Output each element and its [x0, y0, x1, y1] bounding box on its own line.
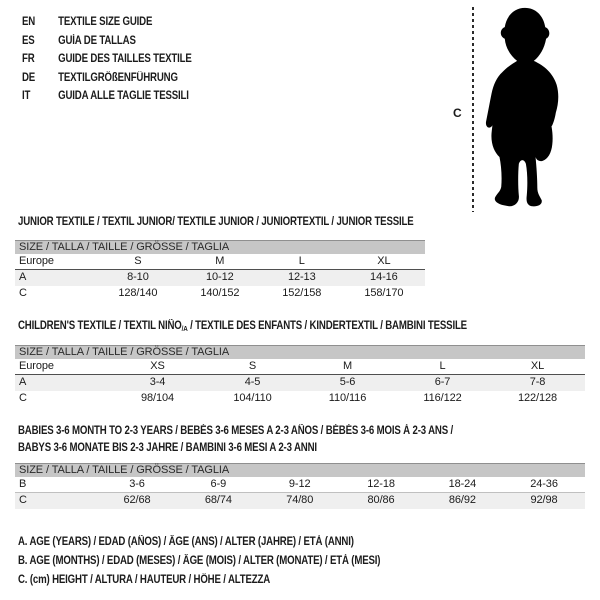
baby-silhouette-icon — [481, 6, 569, 208]
size-header-row — [15, 241, 425, 254]
size-cell: S — [97, 254, 179, 270]
lang-row-de — [22, 69, 192, 88]
size-cell: 14-16 — [343, 270, 425, 286]
size-header-row — [15, 346, 585, 359]
height-measure-label: C — [453, 106, 462, 120]
size-header-bar: SIZE / TALLA / TAILLE / GRÖSSE / TAGLIA — [15, 346, 585, 359]
children-size-table — [15, 345, 585, 407]
size-cell: 62/68 — [96, 493, 177, 509]
lang-row-en — [22, 13, 192, 32]
size-cell: Europe — [15, 359, 110, 375]
babies-size-table — [15, 463, 585, 509]
size-cell: 12-18 — [340, 477, 421, 493]
size-cell: 128/140 — [118, 287, 158, 299]
size-cell: 92/98 — [503, 493, 585, 509]
note-age-years: A. AGE (YEARS) / EDAD (AÑOS) / ÂGE (ANS) / ALTER (JAHRE) / ETÀ (ANNI) — [18, 536, 354, 548]
table-row-b — [15, 477, 585, 493]
table-row-a — [15, 375, 585, 391]
size-cell: 140/152 — [200, 287, 240, 299]
lang-code: IT — [22, 90, 31, 102]
size-cell: C — [15, 493, 96, 509]
size-cell: 110/116 — [328, 392, 367, 404]
table-row-c — [15, 391, 585, 407]
table-row-c — [15, 286, 425, 302]
size-cell: A — [15, 375, 110, 391]
size-cell: XS — [110, 359, 205, 375]
size-cell: XL — [490, 359, 585, 375]
note-age-months: B. AGE (MONTHS) / EDAD (MESES) / ÂGE (MOIS) / ALTER (MONATE) / ETÀ (MESI) — [18, 555, 381, 567]
size-cell: B — [15, 477, 96, 493]
babies-title-line1: BABIES 3-6 MONTH TO 2-3 YEARS / BEBÉS 3-6 MESES A 2-3 AÑOS / BÉBÉS 3-6 MOIS À 2-3 ANS / — [18, 425, 454, 437]
size-cell: 10-12 — [179, 270, 261, 286]
column-label-row — [15, 254, 425, 270]
size-cell: 122/128 — [517, 392, 558, 404]
children-section-title — [18, 318, 467, 337]
size-cell: 116/122 — [423, 392, 462, 404]
size-cell: 9-12 — [259, 477, 340, 493]
size-cell: 3-6 — [96, 477, 177, 493]
size-cell: 3-4 — [110, 375, 205, 391]
size-cell: L — [395, 359, 490, 375]
size-cell: 6-7 — [395, 375, 490, 391]
size-cell: C — [19, 287, 27, 299]
lang-code: EN — [22, 16, 36, 28]
size-cell: 6-9 — [178, 477, 259, 493]
size-cell: 152/158 — [282, 287, 322, 299]
size-cell: 12-13 — [261, 270, 343, 286]
baby-height-figure — [445, 0, 595, 215]
table-row-c — [15, 493, 585, 509]
height-dotted-line — [472, 7, 474, 212]
babies-title-line2: BABYS 3-6 MONATE BIS 2-3 JAHRE / BAMBINI 3-6 MESI A 2-3 ANNI — [18, 442, 317, 454]
size-header-bar: SIZE / TALLA / TAILLE / GRÖSSE / TAGLIA — [15, 464, 585, 477]
size-cell: 68/74 — [178, 493, 259, 509]
size-cell: 7-8 — [490, 375, 585, 391]
lang-row-es — [22, 32, 192, 51]
column-label-row — [15, 359, 585, 375]
size-cell: 98/104 — [140, 392, 175, 404]
size-cell: 8-10 — [97, 270, 179, 286]
size-cell: 80/86 — [340, 493, 421, 509]
table-row-a — [15, 270, 425, 286]
size-cell: 5-6 — [300, 375, 395, 391]
lang-label: GUIDA ALLE TAGLIE TESSILI — [58, 90, 189, 102]
children-title-text: CHILDREN'S TEXTILE / TEXTIL NIÑO — [18, 320, 182, 332]
size-cell: 74/80 — [259, 493, 340, 509]
lang-row-it — [22, 87, 192, 106]
size-cell: 86/92 — [422, 493, 503, 509]
size-cell: C — [19, 392, 27, 404]
language-title-list — [22, 13, 224, 106]
size-cell: 18-24 — [422, 477, 503, 493]
size-cell: 158/170 — [364, 287, 404, 299]
lang-label: GUIDE DES TAILLES TEXTILE — [58, 53, 192, 65]
lang-row-fr — [22, 50, 192, 69]
size-cell: 24-36 — [503, 477, 585, 493]
size-cell: M — [179, 254, 261, 270]
size-cell: 104/110 — [233, 392, 272, 404]
size-header-row — [15, 464, 585, 477]
babies-section-title — [18, 423, 536, 457]
note-height: C. (cm) HEIGHT / ALTURA / HAUTEUR / HÖHE / ALTEZZA — [18, 574, 271, 586]
size-cell: 4-5 — [205, 375, 300, 391]
lang-label: TEXTILGRÖßENFÜHRUNG — [58, 71, 178, 84]
size-cell: Europe — [15, 254, 97, 270]
lang-code: FR — [22, 53, 35, 65]
size-cell: M — [300, 359, 395, 375]
size-cell: L — [261, 254, 343, 270]
children-title-subscript: /A — [181, 324, 188, 333]
size-cell: A — [15, 270, 97, 286]
junior-section-title: JUNIOR TEXTILE / TEXTIL JUNIOR/ TEXTILE JUNIOR / JUNIORTEXTIL / JUNIOR TESSILE — [18, 216, 414, 228]
size-header-bar: SIZE / TALLA / TAILLE / GRÖSSE / TAGLIA — [15, 241, 425, 254]
lang-code: ES — [22, 34, 35, 47]
size-cell: S — [205, 359, 300, 375]
children-title-text: / TEXTILE DES ENFANTS / KINDERTEXTIL / BAMBINI TESSILE — [187, 320, 467, 332]
lang-label: GUÍA DE TALLAS — [58, 34, 136, 47]
junior-size-table — [15, 240, 425, 302]
lang-label: TEXTILE SIZE GUIDE — [58, 16, 153, 28]
measurement-notes — [18, 533, 449, 590]
size-cell: XL — [343, 254, 425, 270]
lang-code: DE — [22, 71, 36, 84]
